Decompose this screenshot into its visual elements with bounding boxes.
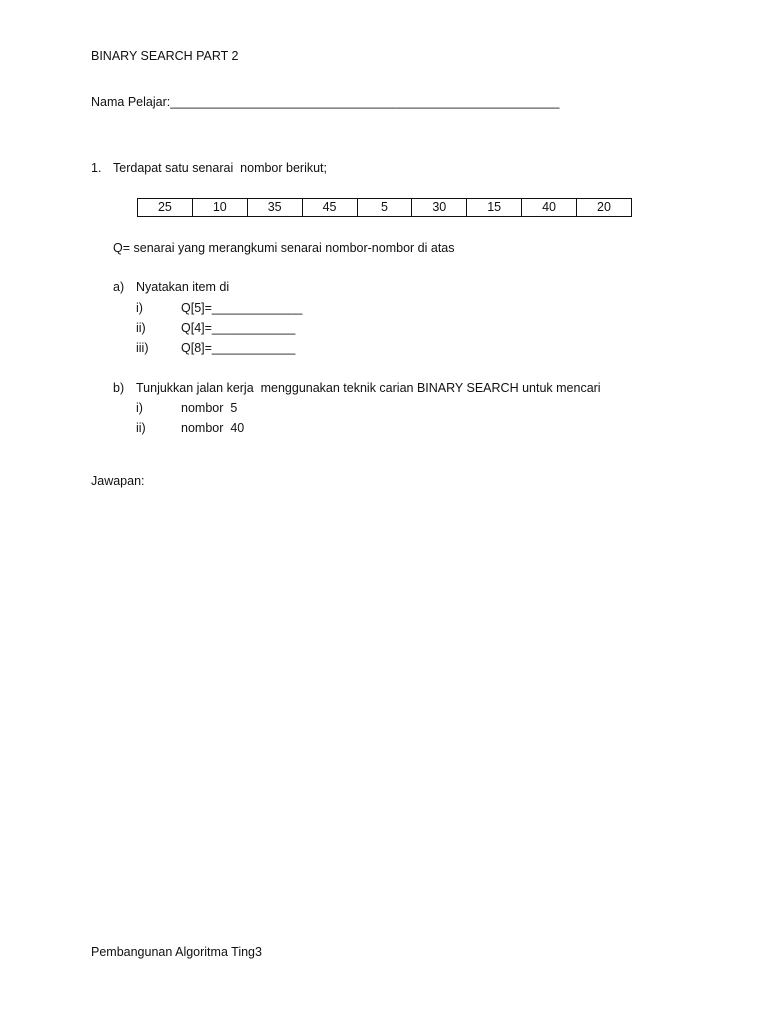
number-cell: 25 [138, 199, 193, 217]
number-cell: 20 [577, 199, 632, 217]
number-cell: 45 [302, 199, 357, 217]
question-number: 1. [91, 161, 102, 175]
part-b-item-text: nombor 40 [181, 421, 245, 435]
footer-text: Pembangunan Algoritma Ting3 [91, 945, 262, 959]
number-list-table [137, 198, 632, 217]
number-cell: 15 [467, 199, 522, 217]
document-title: BINARY SEARCH PART 2 [91, 49, 239, 63]
part-a-item-answer[interactable]: Q[5]=_____________ [181, 301, 303, 315]
answer-label: Jawapan: [91, 474, 145, 488]
part-a-text: Nyatakan item di [136, 280, 230, 294]
number-cell: 10 [192, 199, 247, 217]
part-a-item-answer[interactable]: Q[4]=____________ [181, 321, 296, 335]
question-intro: Terdapat satu senarai nombor berikut; [113, 161, 328, 175]
number-cell: 5 [357, 199, 412, 217]
number-cell: 35 [247, 199, 302, 217]
part-a-item-label: ii) [136, 321, 146, 335]
student-name-field[interactable]: Nama Pelajar:________________________________________________________ [91, 95, 560, 109]
part-b-text: Tunjukkan jalan kerja menggunakan teknik carian BINARY SEARCH untuk mencari [136, 381, 601, 395]
part-b-item-label: ii) [136, 421, 146, 435]
part-a-label: a) [113, 280, 125, 294]
part-a-item-label: i) [136, 301, 143, 315]
part-b-label: b) [113, 381, 125, 395]
part-a-item-answer[interactable]: Q[8]=____________ [181, 341, 296, 355]
part-b-item-text: nombor 5 [181, 401, 238, 415]
number-list-row [138, 199, 632, 217]
part-b-item-label: i) [136, 401, 143, 415]
number-cell: 40 [522, 199, 577, 217]
number-cell: 30 [412, 199, 467, 217]
list-definition: Q= senarai yang merangkumi senarai nombor-nombor di atas [113, 241, 455, 255]
part-a-item-label: iii) [136, 341, 149, 355]
